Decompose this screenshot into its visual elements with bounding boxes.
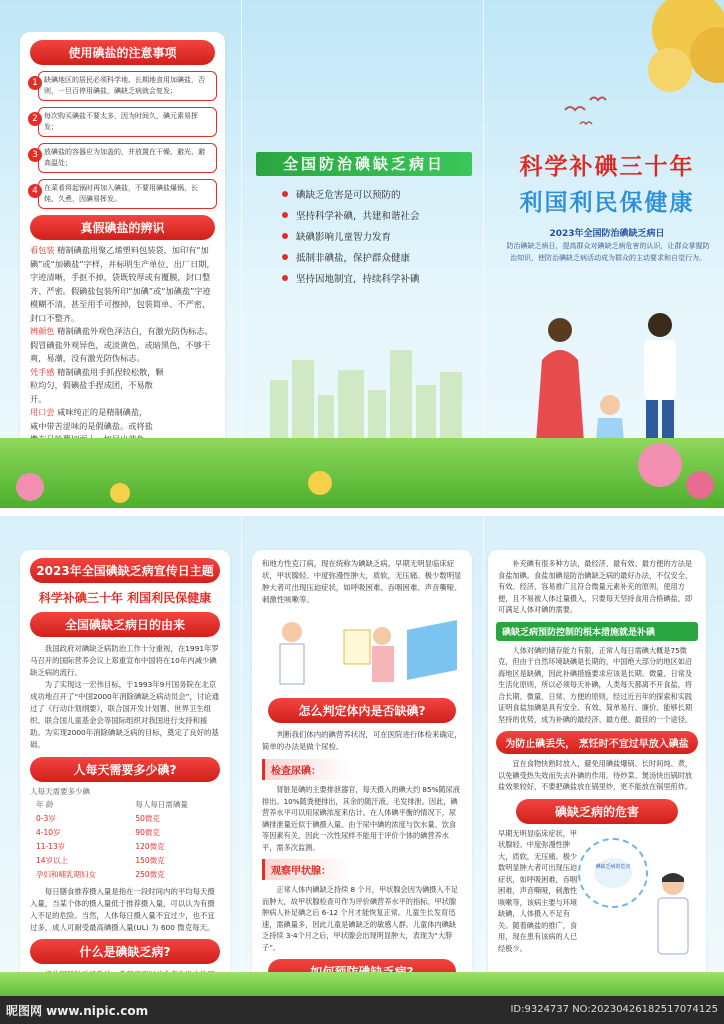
image-id-text: ID:9324737 NO:20230426182517074125 (510, 1004, 718, 1015)
tip-number: 3 (28, 148, 42, 162)
identify-para (30, 366, 215, 407)
urine-test-para: 肾脏是碘的主要排泄器官，每天摄入的碘大约 85%随尿液排出。10%随粪便排出，其余的随汗液、毛发排泄。因此，碘营养水平可以用尿碘浓度来估计。在人体碘平衡的情况下，尿碘排泄量近似于碘摄入量。由于尿中碘的浓度与饮水量、饮食等因素有关，因此一次性尿样不能用于评价个体的碘营养水平，需多次监测。 (262, 785, 460, 852)
identify-title: 真假碘盐的辨识 (30, 215, 215, 240)
fold-line (483, 0, 484, 508)
table-cell: 150微克 (135, 856, 165, 865)
fold-line (241, 0, 242, 508)
prevention-bullet: 坚持科学补碘，共建和谐社会 (282, 208, 472, 222)
table-cell: 4-10岁 (36, 828, 61, 837)
disease-title: 什么是碘缺乏病? (30, 939, 220, 964)
control-measure-para: 人体对碘的储存能力有限，正常人每日需碘大概是75微克，但由于自然环境缺碘是长期的，中国绝大部分的地区如沿海地区是缺碘，因此补碘措施要求应该是长期、微量、日常及生活化原则，所以必须每天补碘，人类每天都离不开食盐，将合长期、微量、日常、方便的原则，经过近百年的探索和实践证明食盐加碘是具有安全、有效、简单易行、廉价、能够长期坚持的优势，成为补碘的最经济、最方便、最佳的一个途径。 (498, 645, 693, 724)
bottom-grass (0, 972, 724, 996)
tip-number: 1 (28, 76, 42, 90)
prevention-bullet: 缺碘影响儿童智力发育 (282, 229, 472, 243)
origin-title: 全国碘缺乏病日的由来 (30, 612, 220, 637)
identify-para (30, 244, 215, 325)
thyroid-check-para: 正常人体内碘缺乏持续 8 个月，甲状腺会因为碘摄入不足而肿大，故甲状腺检查可作为评价碘营养水平的指标。甲状腺肿病人补足碘之后 6-12 个月才能恢复正常。儿童生长发育迅速，需碘量多，因此儿童是碘缺乏的敏感人群。儿童体内碘缺乏持续 3-4个月之后，甲状腺会出现明显肿大，表现为“大脖子”。 (262, 885, 459, 952)
bottom-sheet (0, 516, 724, 996)
table-cell: 孕妇和哺乳期妇女 (36, 870, 96, 879)
panel-detection (252, 550, 472, 996)
theme-slogan: 科学补碘三十年 利国利民保健康 (38, 591, 212, 605)
usage-title: 使用碘盐的注意事项 (30, 40, 215, 65)
identify-text: 精制碘盐用手抓捏较松散，颗粒均匀，假碘盐手捏成团，不易散开。 (30, 366, 164, 404)
harm-para: 早期无明显临床症状，甲状腺轻、中度弥漫性肿大，质软，无压痛。极少数明显肿大者可出现压迫症状，如呼吸困难，吞咽困难，声音嘶哑，刺激性咳嗽等，该病主要与环境缺碘，人体摄入不足有关。随着碘盐的推广，食用，现在患有该病的人已经极少。 (498, 828, 578, 953)
tip-item (28, 71, 217, 101)
table-cell: 0-3岁 (36, 814, 56, 823)
tip-text: 在菜肴将起锅时再加入碘盐，不要用碘盐爆锅，长炖、久煮，因碘易挥发。 (38, 179, 217, 209)
panel-supplement (488, 550, 706, 996)
harm-diagram-center: 碘缺乏病的危害 (594, 858, 632, 888)
tip-number: 2 (28, 112, 42, 126)
urine-test-title: 检查尿碘： (262, 759, 352, 780)
identify-key: 凭手感 (30, 366, 55, 377)
identify-text: 精制碘盐用聚乙烯塑料包装袋，加印有“加碘”或“加碘盐”字样，并标明生产单位、出厂日期，字迹清晰，手抠不掉，袋既较厚或有覆膜，封口整齐、严密。假碘盐包装所印“加碘”或“加碘盐”字迹模糊不清，甚至用手可擦掉，包装简单、不严密，封口不整齐。 (30, 245, 215, 323)
flowers-decoration (0, 445, 724, 508)
identify-para (30, 325, 215, 366)
cooking-tip-title: 为防止碘丢失， 烹饪时不宜过早放入碘盐 (496, 731, 698, 754)
doctor-scene-illustration (262, 610, 462, 690)
table-row (32, 827, 218, 839)
prevention-bullet: 碘缺乏危害是可以预防的 (282, 187, 472, 201)
fold-line (483, 516, 484, 996)
cover-title-line2: 利国利民保健康 (519, 190, 695, 216)
tip-list (20, 71, 225, 209)
table-cell: 11-13岁 (36, 842, 66, 851)
daily-iodine-title: 人每天需要多少碘? (30, 757, 220, 782)
prevention-bullet: 坚持因地制宜，持续科学补碘 (282, 271, 472, 285)
theme-banner: 2023年全国碘缺乏病宣传日主题 (30, 558, 220, 583)
symptom-para: 和地方性克汀病，现在统称为碘缺乏病。早期无明显临床症状，甲状腺轻、中度弥漫性肿大，质软，无压痛。极少数明显肿大者可出现压迫症状，如呼吸困难、吞咽困难、声音嘶哑、刺激性咳嗽等。 (262, 559, 462, 604)
table-cell: 50微克 (135, 814, 160, 823)
table-header (32, 799, 218, 811)
table-cell: 14岁以上 (36, 856, 69, 865)
cover-title-line1: 科学补碘三十年 (519, 154, 695, 180)
panel-awareness-day (20, 550, 230, 996)
table-caption: 人每天需要多少碘 (30, 787, 90, 796)
identify-key: 辨颜色 (30, 326, 55, 336)
cooking-tip-para: 宜在食物快熟时放入，避免用碘盐爆锅、长时间炖、煮，以免碘受热失效而失去补碘的作用。待炒菜、煲汤快出锅时放盐效果较好，不要把碘盐放在锅里炒，更不能放在锅里煎炸。 (498, 759, 693, 791)
prevention-bullet: 抵制非碘盐，保护群众健康 (282, 250, 472, 264)
cover-subtitle: 2023年全国防治碘缺乏病日 (549, 229, 665, 239)
cover-description: 防治碘缺乏病日，提高群众对碘缺乏病危害的认识，让群众掌握防治知识，使防治碘缺乏病活动成为群众的主动要求和自觉行为。 (506, 242, 710, 262)
origin-para: 为了实现这一宏伟目标，于1993年9月国务院在北京成功地召开了“中国2000年消除碘缺乏病动员会”，讨论通过了《行动计划纲要》，联合国开发计划署、世界卫生组织、联合国儿童基金会等国际组织对我国进行支持和援助。为实现2000年消除碘缺乏病的目标，奠定了良好的基础。 (30, 680, 220, 749)
origin-para: 我国政府对碘缺乏病防治工作十分重视，在1991年罗马召开的国际营养会议上郑重宣布中国将在10年内减少碘缺乏病的流行。 (30, 644, 219, 677)
identify-text: 精制碘盐外观色泽洁白，有激光防伪标志。假冒碘盐外观异色，或淡黄色，或暗黑色，不够干爽，易潮，没有激光防伪标志。 (30, 326, 213, 363)
table-row (32, 855, 218, 867)
sheet-gap (0, 508, 724, 516)
building-shape (292, 360, 314, 450)
table-header-cell: 年 龄 (36, 800, 54, 809)
identify-key: 用口尝 (30, 407, 55, 417)
watermark-footer (0, 996, 724, 1024)
table-cell: 90微克 (135, 828, 160, 837)
tip-number: 4 (28, 184, 42, 198)
tip-item (28, 179, 217, 209)
identify-key: 看包装 (30, 245, 55, 255)
prevention-bullets (282, 180, 472, 292)
control-measure-title: 碘缺乏病预防控制的根本措施就是补碘 (496, 622, 698, 641)
building-shape (390, 350, 412, 450)
birds-icon (560, 90, 620, 130)
table-row (32, 841, 218, 853)
iodine-requirement-table (30, 797, 220, 883)
detection-para: 判断我们体内的碘营养状况，可在医院进行体检来确定，简单的办法是做个尿检。 (262, 730, 462, 751)
harm-diagram (578, 838, 648, 908)
detection-title: 怎么判定体内是否缺碘? (268, 698, 456, 723)
intake-para: 每日膳食推荐摄入量是指在一段时间内的平均每天摄入量，当某个体的摄入量低于推荐摄入量，可以认为有摄入不足的危险。当然，人体每日摄入量不宜过少，也不宜过多，成人可耐受最高碘摄入量(UL) 为 600 微克每天。 (30, 887, 215, 932)
table-header-cell: 每人每日需碘量 (135, 800, 188, 809)
panel-iodized-salt-usage (20, 32, 225, 480)
table-cell: 120微克 (135, 842, 165, 851)
tip-text: 缺碘地区的居民必须科学地、长期地食用加碘盐，否则，一旦百停用碘盐，碘缺乏病就会复发； (38, 71, 217, 101)
table-row (32, 869, 218, 881)
supplement-para: 补充碘有很多种方法，最经济、最有效、最方便的方法是食盐加碘。食盐加碘是防治碘缺乏病的最好办法，不仅安全、有效、经济、容易推广且符合微量元素补充的原则，使用方便，且不易被人体过量摄入，只要每天坚持食用合格碘盐，即可满足人体对碘的需要。 (498, 559, 693, 614)
thyroid-check-title: 观察甲状腺： (262, 859, 352, 880)
prevention-title: 全国防治碘缺乏病日 (256, 152, 472, 176)
tip-text: 每次购买碘盐不要太多，因为时间久，碘元素易挥发； (38, 107, 217, 137)
tip-text: 放碘盐的容器应为加盖的，并放置在干燥、避光、避高温处； (38, 143, 217, 173)
tip-item (28, 107, 217, 137)
identify-text: 咸味纯正的是精制碘盐，咸中带苦涩味的是假碘盐。或将盐 (30, 407, 153, 431)
harm-title: 碘缺乏病的危害 (516, 799, 678, 824)
tip-item (28, 143, 217, 173)
fold-line (241, 516, 242, 996)
tree-icon (630, 0, 724, 110)
table-cell: 250微克 (135, 870, 165, 879)
top-sheet (0, 0, 724, 508)
nipic-logo: 昵图网 www.nipic.com (6, 1004, 149, 1018)
table-row (32, 813, 218, 825)
prevention-title-strip (256, 152, 472, 176)
doctor-icon (648, 868, 698, 958)
